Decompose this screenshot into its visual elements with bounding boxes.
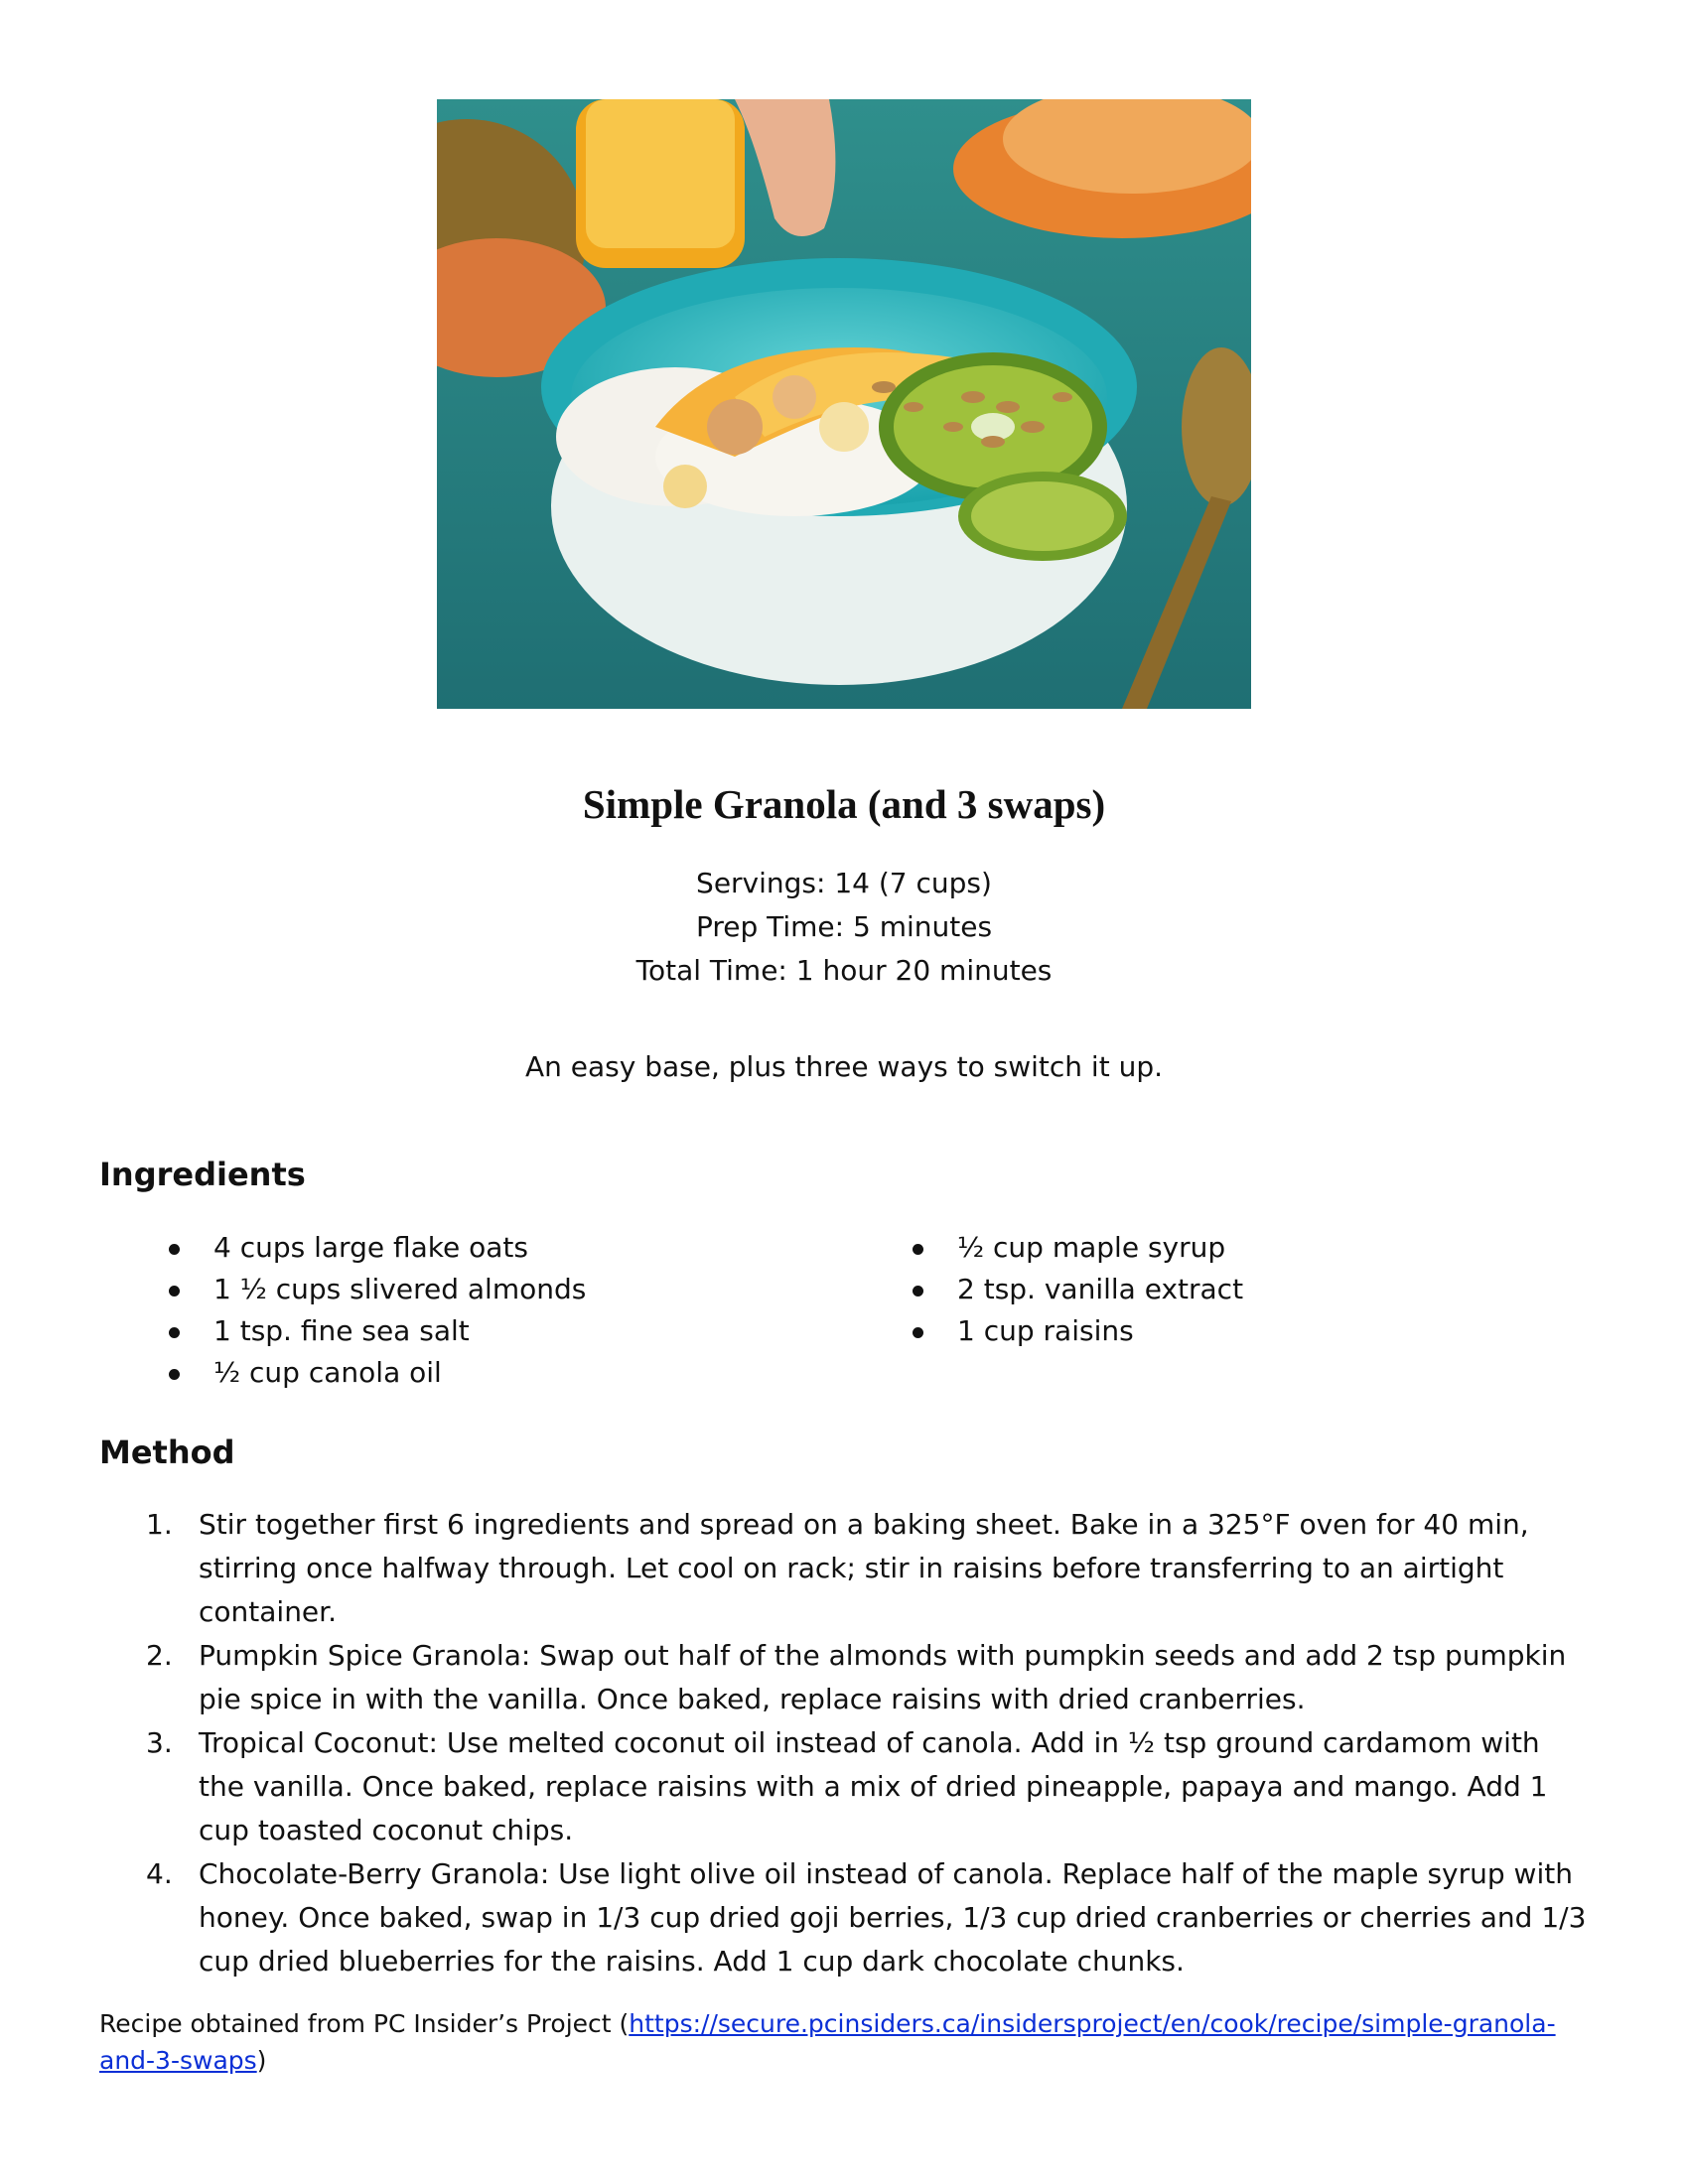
method-step <box>146 1721 1589 1852</box>
bullet-icon <box>169 1369 180 1380</box>
method-step <box>146 1634 1589 1721</box>
ingredients-heading: Ingredients <box>99 1156 306 1193</box>
step-number: 2. <box>146 1639 173 1672</box>
step-text: Chocolate-Berry Granola: Use light olive oil instead of canola. Replace half of the maple syrup with honey. Once baked, swap in 1/3 cup dried goji berries, 1/3 cup dried cranberries or cherries and 1/3 cup dried blueberries for the raisins. Add 1 cup dark chocolate chunks. <box>199 1857 1587 1978</box>
method-steps <box>146 1503 1589 1983</box>
bullet-icon <box>913 1286 923 1297</box>
ingredient-item <box>957 1310 1243 1352</box>
recipe-intro: An easy base, plus three ways to switch it up. <box>524 1050 1164 1083</box>
ingredient-item <box>213 1310 586 1352</box>
ingredient-item <box>957 1227 1243 1269</box>
step-text: Stir together first 6 ingredients and spread on a baking sheet. Bake in a 325°F oven for 40 min, stirring once halfway through. Let cool on rack; stir in raisins before transferring to an airtight container. <box>199 1508 1529 1628</box>
source-link[interactable]: https://secure.pcinsiders.ca/insidersproject/en/cook/recipe/simple-granola-and-3-swaps <box>99 2009 1556 2075</box>
footer-suffix: ) <box>256 2046 267 2075</box>
bullet-icon <box>169 1244 180 1255</box>
ingredients-list-right <box>957 1227 1243 1352</box>
total-time-text: Total Time: 1 hour 20 minutes <box>635 954 1053 987</box>
ingredient-text: 1 ½ cups slivered almonds <box>213 1273 587 1305</box>
ingredient-item <box>957 1269 1243 1310</box>
ingredients-list-left <box>213 1227 586 1394</box>
recipe-photo <box>437 99 1251 709</box>
method-heading: Method <box>99 1433 235 1471</box>
step-number: 3. <box>146 1726 173 1759</box>
ingredient-text: ½ cup canola oil <box>213 1356 442 1389</box>
ingredient-item <box>213 1227 586 1269</box>
ingredient-text: 1 cup raisins <box>957 1314 1134 1347</box>
step-number: 1. <box>146 1508 173 1541</box>
footer-prefix: Recipe obtained from PC Insider’s Project ( <box>99 2009 630 2038</box>
step-text: Tropical Coconut: Use melted coconut oil instead of canola. Add in ½ tsp ground cardamom with the vanilla. Once baked, replace raisins with a mix of dried pineapple, papaya and mango. Add 1 cup toasted coconut chips. <box>199 1726 1548 1846</box>
bullet-icon <box>169 1327 180 1338</box>
step-text: Pumpkin Spice Granola: Swap out half of the almonds with pumpkin seeds and add 2 tsp pumpkin pie spice in with the vanilla. Once baked, replace raisins with dried cranberries. <box>199 1639 1567 1715</box>
recipe-title: Simple Granola (and 3 swaps) <box>582 781 1106 827</box>
servings-text: Servings: 14 (7 cups) <box>696 867 992 899</box>
ingredient-text: 1 tsp. fine sea salt <box>213 1314 470 1347</box>
ingredient-item <box>213 1352 586 1394</box>
method-step <box>146 1503 1589 1634</box>
granola-bowl-image <box>437 99 1251 709</box>
ingredient-text: 4 cups large flake oats <box>213 1231 528 1264</box>
bullet-icon <box>913 1244 923 1255</box>
ingredient-text: 2 tsp. vanilla extract <box>957 1273 1244 1305</box>
method-step <box>146 1852 1589 1983</box>
bullet-icon <box>913 1327 923 1338</box>
source-footer <box>99 2005 1609 2079</box>
step-number: 4. <box>146 1857 173 1890</box>
ingredient-text: ½ cup maple syrup <box>957 1231 1226 1264</box>
prep-time-text: Prep Time: 5 minutes <box>695 910 993 943</box>
bullet-icon <box>169 1286 180 1297</box>
ingredient-item <box>213 1269 586 1310</box>
recipe-meta <box>0 862 1688 993</box>
